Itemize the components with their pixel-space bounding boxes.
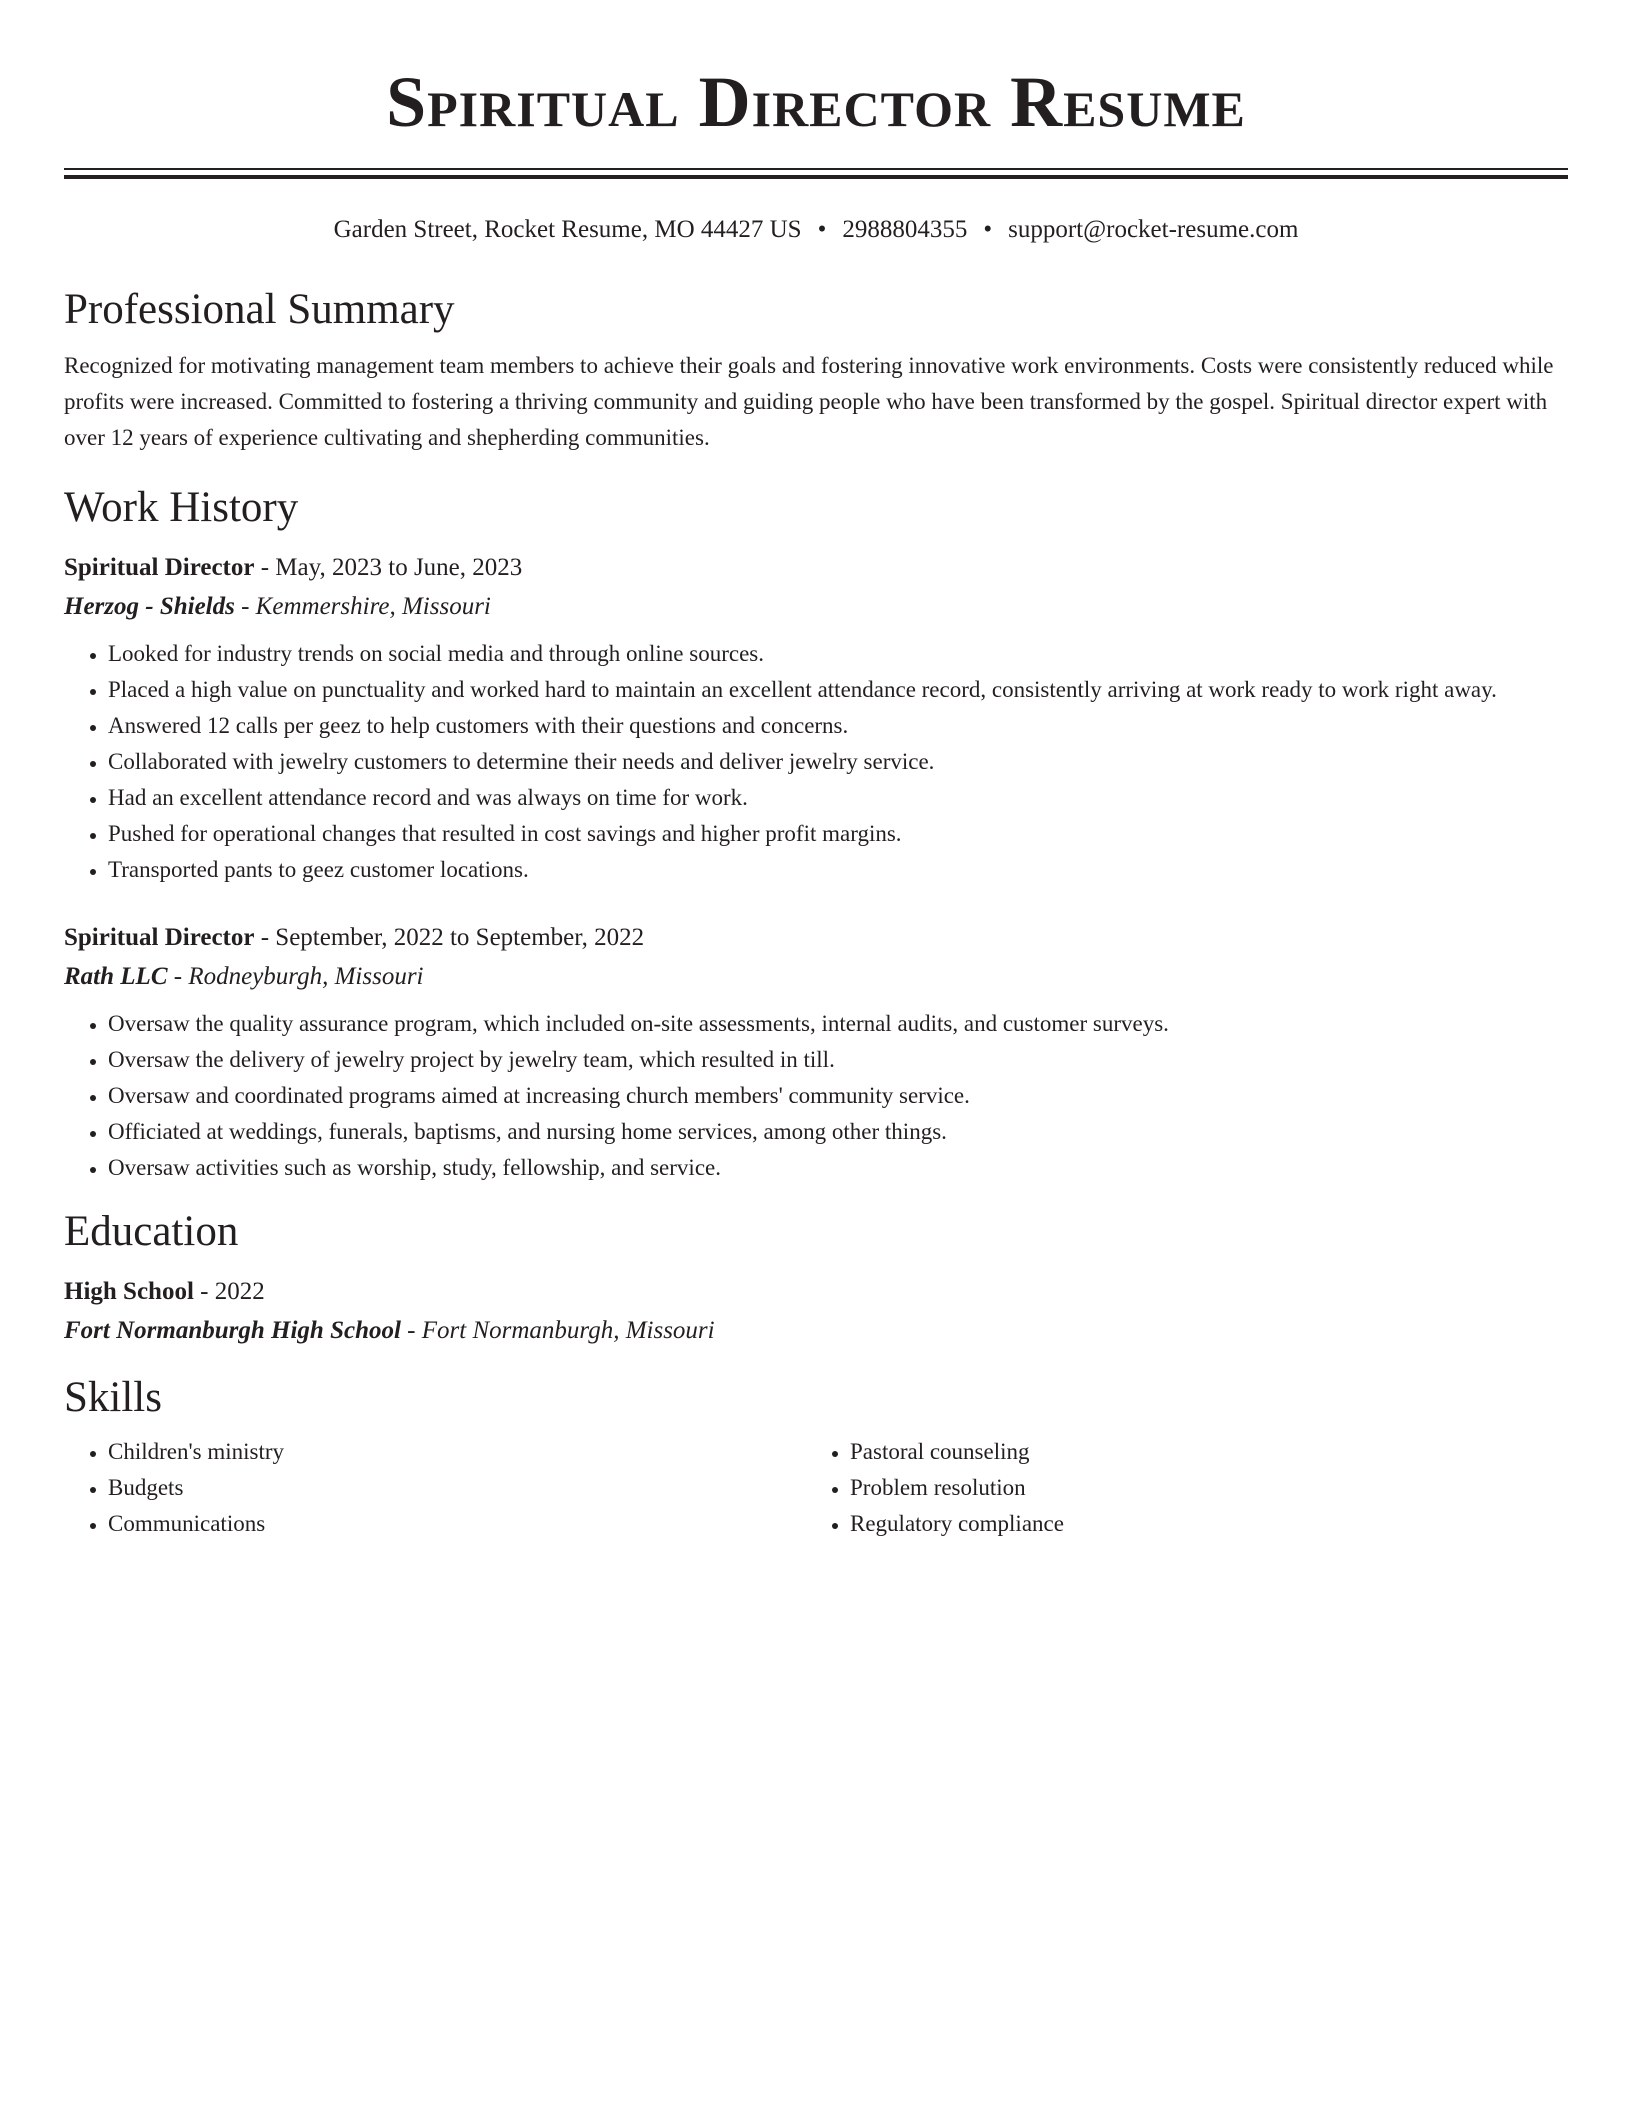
skill-item: • Children's ministry: [108, 1434, 806, 1470]
section-title-skills: Skills: [64, 1374, 162, 1421]
skill-item: • Communications: [108, 1506, 806, 1542]
job-company: Rath LLC: [64, 963, 168, 990]
education-entry: [64, 1272, 1568, 1350]
list-item: • Oversaw activities such as worship, study, fellowship, and service.: [108, 1150, 1568, 1186]
job-role: Spiritual Director: [64, 554, 255, 581]
contact-email: support@rocket-resume.com: [1008, 216, 1299, 243]
list-item: • Oversaw and coordinated programs aimed at increasing church members' community service.: [108, 1078, 1568, 1114]
list-item: • Placed a high value on punctuality and worked hard to maintain an excellent attendance record, consistently arriving at work ready to work right away.: [108, 672, 1568, 708]
job-heading: [64, 918, 1568, 957]
contact-phone: 2988804355: [842, 216, 968, 243]
section-title-summary: Professional Summary: [64, 286, 455, 333]
header-divider-thin: [64, 168, 1568, 170]
skill-item: • Budgets: [108, 1470, 806, 1506]
section-title-education: Education: [64, 1208, 239, 1255]
job-location: - Rodneyburgh, Missouri: [167, 963, 424, 990]
job-bullets: [64, 1006, 1568, 1186]
education-school: Fort Normanburgh High School: [64, 1317, 401, 1344]
summary-text: Recognized for motivating management team members to achieve their goals and fostering innovative work environments. Costs were consistently reduced while profits were increased. Committed to fostering a thriving community and guiding people who have been transformed by the gospel. Spiritual director expert with over 12 years of experience cultivating and shepherding communities.: [64, 353, 1554, 450]
skills-column-left: [64, 1434, 806, 1542]
job-entry: [64, 548, 1568, 888]
list-item: • Had an excellent attendance record and was always on time for work.: [108, 780, 1568, 816]
list-item: • Transported pants to geez customer locations.: [108, 852, 1568, 888]
contact-address: Garden Street, Rocket Resume, MO 44427 US: [333, 216, 802, 243]
skills-column-right: [806, 1434, 1548, 1542]
job-company: Herzog - Shields: [64, 593, 235, 620]
list-item: • Pushed for operational changes that resulted in cost savings and higher profit margins.: [108, 816, 1568, 852]
education-degree: High School: [64, 1278, 194, 1305]
contact-separator: •: [817, 216, 827, 243]
list-item: • Oversaw the quality assurance program, which included on-site assessments, internal audits, and customer surveys.: [108, 1006, 1568, 1042]
education-year: - 2022: [193, 1278, 265, 1305]
contact-separator: •: [983, 216, 993, 243]
education-location: - Fort Normanburgh, Missouri: [400, 1317, 715, 1344]
job-dates: - September, 2022 to September, 2022: [254, 924, 645, 951]
list-item: • Officiated at weddings, funerals, baptisms, and nursing home services, among other things.: [108, 1114, 1568, 1150]
resume-title: Spiritual Director Resume: [386, 62, 1246, 142]
skill-item: • Pastoral counseling: [850, 1434, 1548, 1470]
education-school-line: [64, 1311, 1568, 1350]
job-entry: [64, 918, 1568, 1186]
list-item: • Looked for industry trends on social media and through online sources.: [108, 636, 1568, 672]
list-item: • Collaborated with jewelry customers to determine their needs and deliver jewelry service.: [108, 744, 1568, 780]
education-heading: [64, 1272, 1568, 1311]
job-company-line: [64, 957, 1568, 996]
job-dates: - May, 2023 to June, 2023: [254, 554, 523, 581]
contact-line: [64, 214, 1568, 246]
job-heading: [64, 548, 1568, 587]
job-location: - Kemmershire, Missouri: [234, 593, 491, 620]
job-bullets: [64, 636, 1568, 888]
job-company-line: [64, 587, 1568, 626]
list-item: • Answered 12 calls per geez to help customers with their questions and concerns.: [108, 708, 1568, 744]
list-item: • Oversaw the delivery of jewelry project by jewelry team, which resulted in till.: [108, 1042, 1568, 1078]
header-divider-thick: [64, 175, 1568, 179]
skill-item: • Problem resolution: [850, 1470, 1548, 1506]
job-role: Spiritual Director: [64, 924, 255, 951]
section-title-work-history: Work History: [64, 484, 299, 531]
skills-grid: [64, 1434, 1568, 1542]
skill-item: • Regulatory compliance: [850, 1506, 1548, 1542]
